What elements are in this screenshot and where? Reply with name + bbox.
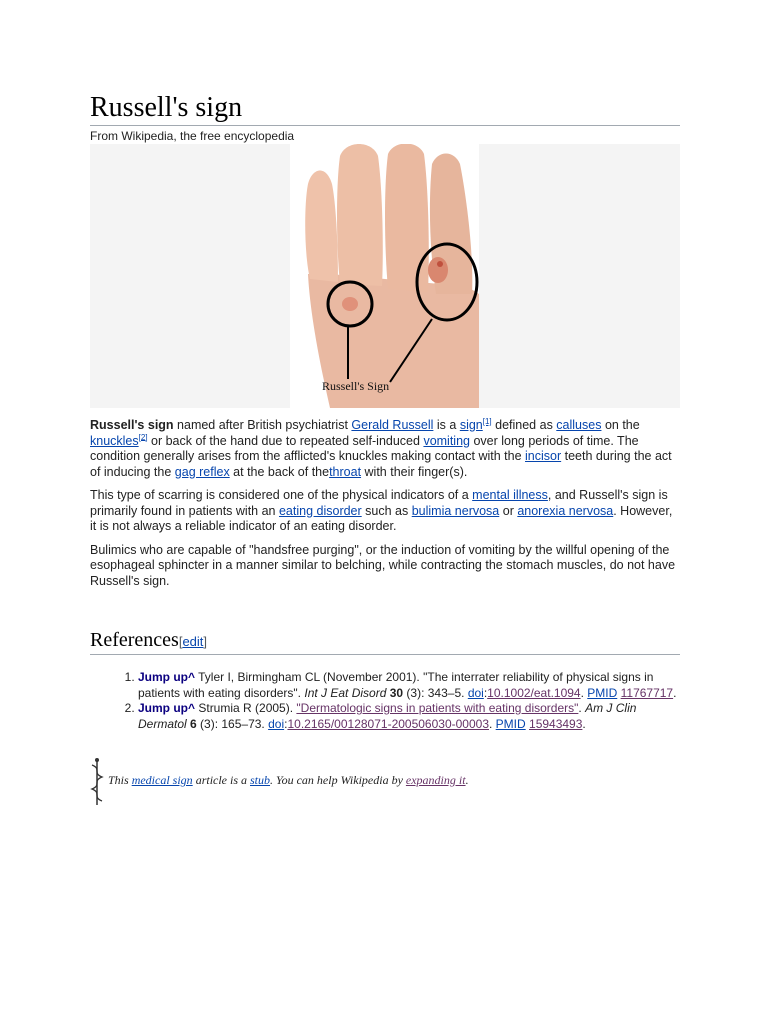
pmid-link[interactable]: 15943493: [529, 716, 583, 731]
caduceus-icon: [90, 757, 104, 807]
text: (3): 165–73.: [196, 716, 269, 731]
text: article is a: [192, 773, 251, 787]
text: . However, it is not always a reliable indicator of an eating disorder.: [90, 503, 673, 533]
link-sign[interactable]: sign: [459, 418, 483, 432]
hand-photo: [290, 144, 479, 408]
link-calluses[interactable]: calluses: [556, 418, 602, 432]
doi-link[interactable]: 10.1002/eat.1094: [487, 685, 581, 700]
text: This: [108, 773, 132, 787]
link-expanding-it[interactable]: expanding it: [405, 773, 466, 787]
text: or back of the hand due to repeated self-induced: [147, 433, 424, 448]
reference-item: 2. Jump up^ Strumia R (2005). "Dermatologic signs in patients with eating disorders". Am J Clin Dermatol 6 (3): 165–73. doi:10.2165/00128071-200506030-00003. PMID 15943493.: [138, 701, 678, 732]
reference-item: 1. Jump up^ Tyler I, Birmingham CL (November 2001). "The interrater reliability of physical signs in patients with eating disorders". Int J Eat Disord 30 (3): 343–5. doi:10.1002/eat.1094. PMID 11767717.: [138, 670, 678, 701]
text: (3): 343–5.: [403, 685, 468, 700]
doi-link[interactable]: 10.2165/00128071-200506030-00003: [287, 716, 489, 731]
link-stub[interactable]: stub: [250, 773, 271, 787]
stub-text: [108, 773, 469, 788]
pmid-label-link[interactable]: PMID: [495, 716, 526, 731]
heading-text: References: [90, 629, 179, 651]
text: , and Russell's sign is primarily found in patients with an: [90, 488, 668, 518]
article-body: [90, 418, 680, 597]
edit-link[interactable]: edit: [182, 634, 204, 649]
site-subtitle: From Wikipedia, the free encyclopedia: [90, 129, 295, 143]
text: . You can help Wikipedia by: [270, 773, 406, 787]
references-heading: [90, 629, 207, 652]
link-bulimia-nervosa[interactable]: bulimia nervosa: [411, 503, 500, 518]
text: .: [582, 716, 586, 731]
pmid-label-link[interactable]: PMID: [587, 685, 618, 700]
figure: [90, 144, 680, 408]
link-eating-disorder[interactable]: eating disorder: [278, 503, 362, 518]
text: or: [499, 503, 518, 518]
bracket: ]: [203, 634, 208, 649]
citation-1[interactable]: [1]: [482, 416, 492, 426]
doi-label-link[interactable]: doi: [467, 685, 484, 700]
edit-section: [179, 634, 207, 649]
stub-notice: [90, 757, 680, 807]
text: Tyler I, Birmingham CL (November 2001). "The interrater reliability of physical signs in patients with eating disorders".: [138, 670, 654, 700]
text: such as: [361, 503, 412, 518]
volume: 30: [389, 685, 404, 700]
volume: 6: [190, 716, 197, 731]
link-mental-illness[interactable]: mental illness: [472, 488, 548, 502]
text: .: [578, 701, 586, 715]
reference-list: [90, 670, 678, 732]
text: .: [465, 773, 469, 787]
link-vomiting[interactable]: vomiting: [423, 433, 470, 448]
text: defined as: [491, 418, 557, 432]
paragraph-1: [90, 418, 680, 480]
text: at the back of the: [229, 464, 330, 479]
term-bold: Russell's sign: [90, 418, 174, 432]
link-knuckles[interactable]: knuckles: [90, 433, 139, 448]
link-anorexia-nervosa[interactable]: anorexia nervosa: [517, 503, 614, 518]
journal: Int J Eat Disord: [304, 685, 387, 700]
text: Strumia R (2005).: [195, 701, 297, 715]
paragraph-2: [90, 488, 680, 535]
pmid-link[interactable]: 11767717: [620, 685, 674, 700]
figure-label: Russell's Sign: [322, 379, 390, 393]
jump-up-link[interactable]: Jump up^: [138, 670, 196, 684]
page-title: Russell's sign: [90, 92, 243, 123]
text: This type of scarring is considered one of the physical indicators of a: [90, 488, 473, 502]
article-title-link[interactable]: "Dermatologic signs in patients with eating disorders": [296, 701, 579, 715]
text: over long periods of time. The condition generally arises from the afflicted's knuckles making contact with the: [90, 433, 639, 463]
link-throat[interactable]: throat: [329, 464, 362, 479]
link-medical-sign[interactable]: medical sign: [131, 773, 193, 787]
paragraph-3: Bulimics who are capable of "handsfree purging", or the induction of vomiting by the willful opening of the esophageal sphincter in a manner similar to belching, while contracting the stomach muscles, do not have Russell's sign.: [90, 542, 676, 588]
text: with their finger(s).: [361, 464, 468, 479]
references-divider: [90, 654, 680, 655]
link-gerald-russell[interactable]: Gerald Russell: [351, 418, 434, 432]
text: on the: [601, 418, 640, 432]
link-incisor[interactable]: incisor: [525, 449, 562, 463]
link-gag-reflex[interactable]: gag reflex: [174, 464, 230, 479]
doi-label-link[interactable]: doi: [268, 716, 285, 731]
journal: Am J Clin Dermatol: [138, 701, 637, 731]
bracket: [: [178, 634, 183, 649]
text: teeth during the act of inducing the: [90, 449, 672, 479]
text: named after British psychiatrist: [173, 418, 352, 432]
jump-up-link[interactable]: Jump up^: [138, 701, 196, 715]
text: .: [673, 685, 677, 700]
text: is a: [433, 418, 460, 432]
title-divider: [90, 125, 680, 126]
citation-2[interactable]: [2]: [138, 432, 148, 442]
